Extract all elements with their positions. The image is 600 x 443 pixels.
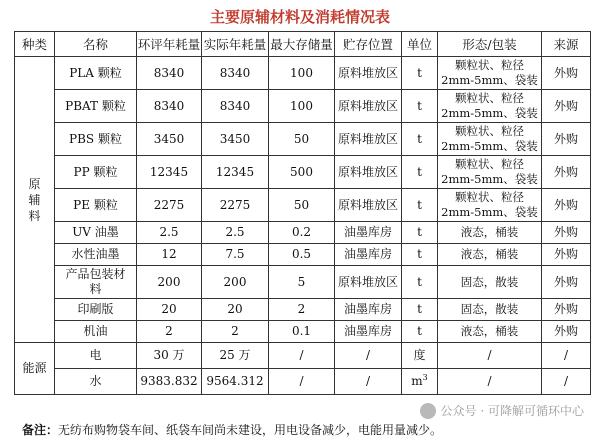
cell-actual: 12345 (202, 156, 269, 189)
cell-max: 100 (269, 90, 335, 123)
cell-unit: t (402, 90, 438, 123)
cell-name: 电 (55, 343, 137, 369)
table-row (15, 156, 591, 189)
cell-source: / (542, 343, 591, 369)
cell-name: PP 颗粒 (55, 156, 137, 189)
cell-unit: t (402, 189, 438, 222)
cell-actual: 8340 (202, 90, 269, 123)
cell-max: 5 (269, 266, 335, 299)
cell-max: / (269, 343, 335, 369)
cell-source: 外购 (542, 57, 591, 90)
cell-form: / (438, 343, 542, 369)
cell-source: 外购 (542, 90, 591, 123)
cell-name: 水性油墨 (55, 244, 137, 266)
cell-location: 油墨库房 (335, 299, 402, 321)
cell-name: 印刷版 (55, 299, 137, 321)
cell-location: 原料堆放区 (335, 57, 402, 90)
cell-unit: t (402, 266, 438, 299)
cell-source: 外购 (542, 266, 591, 299)
cell-unit: $m^3$ (402, 369, 438, 395)
cell-form: 颗粒状、粒径 2mm-5mm、袋装 (438, 156, 542, 189)
table-row (15, 57, 591, 90)
cell-actual: 200 (202, 266, 269, 299)
table-row (15, 321, 591, 343)
table-row (15, 369, 591, 395)
cell-location: 油墨库房 (335, 321, 402, 343)
cell-name: PBAT 颗粒 (55, 90, 137, 123)
category-raw-materials: 原 辅 料 (15, 57, 55, 343)
cell-source: 外购 (542, 222, 591, 244)
cell-actual: 9564.312 (202, 369, 269, 395)
cell-max: 0.5 (269, 244, 335, 266)
header-eia-consumption: 环评年耗量 (137, 32, 202, 57)
remark (22, 421, 442, 438)
header-storage-location: 贮存位置 (335, 32, 402, 57)
watermark (420, 402, 584, 419)
cell-max: 500 (269, 156, 335, 189)
watermark-text: 公众号 · 可降解可循环中心 (440, 404, 584, 418)
cell-source: 外购 (542, 189, 591, 222)
cell-max: 0.1 (269, 321, 335, 343)
header-name: 名称 (55, 32, 137, 57)
cell-location: 原料堆放区 (335, 156, 402, 189)
cell-eia: 9383.832 (137, 369, 202, 395)
cell-unit: 度 (402, 343, 438, 369)
cell-location: 原料堆放区 (335, 90, 402, 123)
cell-actual: 2 (202, 321, 269, 343)
cell-name: PBS 颗粒 (55, 123, 137, 156)
wechat-icon (420, 403, 436, 419)
cell-max: 100 (269, 57, 335, 90)
cell-eia: 3450 (137, 123, 202, 156)
cell-location: 原料堆放区 (335, 123, 402, 156)
table-row (15, 123, 591, 156)
cell-eia: 12 (137, 244, 202, 266)
cell-form: 液态，桶装 (438, 222, 542, 244)
cell-max: 50 (269, 123, 335, 156)
cell-actual: 25 万 (202, 343, 269, 369)
cell-form: / (438, 369, 542, 395)
cell-name: 水 (55, 369, 137, 395)
category-energy: 能源 (15, 343, 55, 395)
cell-location: 油墨库房 (335, 222, 402, 244)
remark-label: 备注： (22, 423, 59, 437)
cell-unit: t (402, 123, 438, 156)
cell-form: 颗粒状、粒径 2mm-5mm、袋装 (438, 57, 542, 90)
cell-name: PLA 颗粒 (55, 57, 137, 90)
cell-unit: t (402, 244, 438, 266)
cell-unit: t (402, 321, 438, 343)
table-row (15, 299, 591, 321)
cell-name: UV 油墨 (55, 222, 137, 244)
cell-form: 颗粒状、粒径 2mm-5mm、袋装 (438, 90, 542, 123)
cell-form: 颗粒状、粒径 2mm-5mm、袋装 (438, 189, 542, 222)
cell-eia: 8340 (137, 90, 202, 123)
materials-table (14, 31, 591, 395)
cell-max: 2 (269, 299, 335, 321)
cell-max: 0.2 (269, 222, 335, 244)
cell-form: 液态，桶装 (438, 244, 542, 266)
table-header-row (15, 32, 591, 57)
table-title: 主要原辅材料及消耗情况表 (209, 8, 390, 26)
cell-name: PE 颗粒 (55, 189, 137, 222)
cell-eia: 200 (137, 266, 202, 299)
cell-location: / (335, 343, 402, 369)
cell-source: 外购 (542, 156, 591, 189)
cell-location: 原料堆放区 (335, 266, 402, 299)
cell-actual: 2275 (202, 189, 269, 222)
cell-source: 外购 (542, 299, 591, 321)
cell-location: / (335, 369, 402, 395)
cell-unit: t (402, 156, 438, 189)
remark-text: 无纺布购物袋车间、纸袋车间尚未建设，用电设备减少，电能用量减少。 (58, 423, 443, 437)
cell-source: 外购 (542, 123, 591, 156)
header-form-packaging: 形态/包装 (438, 32, 542, 57)
cell-name: 产品包装材 料 (55, 266, 137, 299)
cell-form: 固态，散装 (438, 266, 542, 299)
table-row (15, 90, 591, 123)
cell-actual: 20 (202, 299, 269, 321)
cell-max: / (269, 369, 335, 395)
cell-source: 外购 (542, 321, 591, 343)
table-row (15, 222, 591, 244)
cell-form: 液态，桶装 (438, 321, 542, 343)
cell-eia: 2 (137, 321, 202, 343)
table-row (15, 189, 591, 222)
cell-unit: t (402, 222, 438, 244)
cell-source: / (542, 369, 591, 395)
cell-eia: 8340 (137, 57, 202, 90)
cell-unit: t (402, 299, 438, 321)
header-category: 种类 (15, 32, 55, 57)
cell-eia: 20 (137, 299, 202, 321)
cell-source: 外购 (542, 244, 591, 266)
header-unit: 单位 (402, 32, 438, 57)
cell-name: 机油 (55, 321, 137, 343)
header-max-storage: 最大存储量 (269, 32, 335, 57)
table-row (15, 343, 591, 369)
cell-actual: 8340 (202, 57, 269, 90)
cell-actual: 7.5 (202, 244, 269, 266)
table-row (15, 266, 591, 299)
cell-eia: 30 万 (137, 343, 202, 369)
cell-eia: 12345 (137, 156, 202, 189)
cell-eia: 2275 (137, 189, 202, 222)
cell-location: 原料堆放区 (335, 189, 402, 222)
cell-form: 颗粒状、粒径 2mm-5mm、袋装 (438, 123, 542, 156)
cell-actual: 3450 (202, 123, 269, 156)
cell-actual: 2.5 (202, 222, 269, 244)
cell-max: 50 (269, 189, 335, 222)
header-source: 来源 (542, 32, 591, 57)
cell-eia: 2.5 (137, 222, 202, 244)
cell-form: 固态，散装 (438, 299, 542, 321)
cell-location: 油墨库房 (335, 244, 402, 266)
header-actual-consumption: 实际年耗量 (202, 32, 269, 57)
table-row (15, 244, 591, 266)
cell-unit: t (402, 57, 438, 90)
